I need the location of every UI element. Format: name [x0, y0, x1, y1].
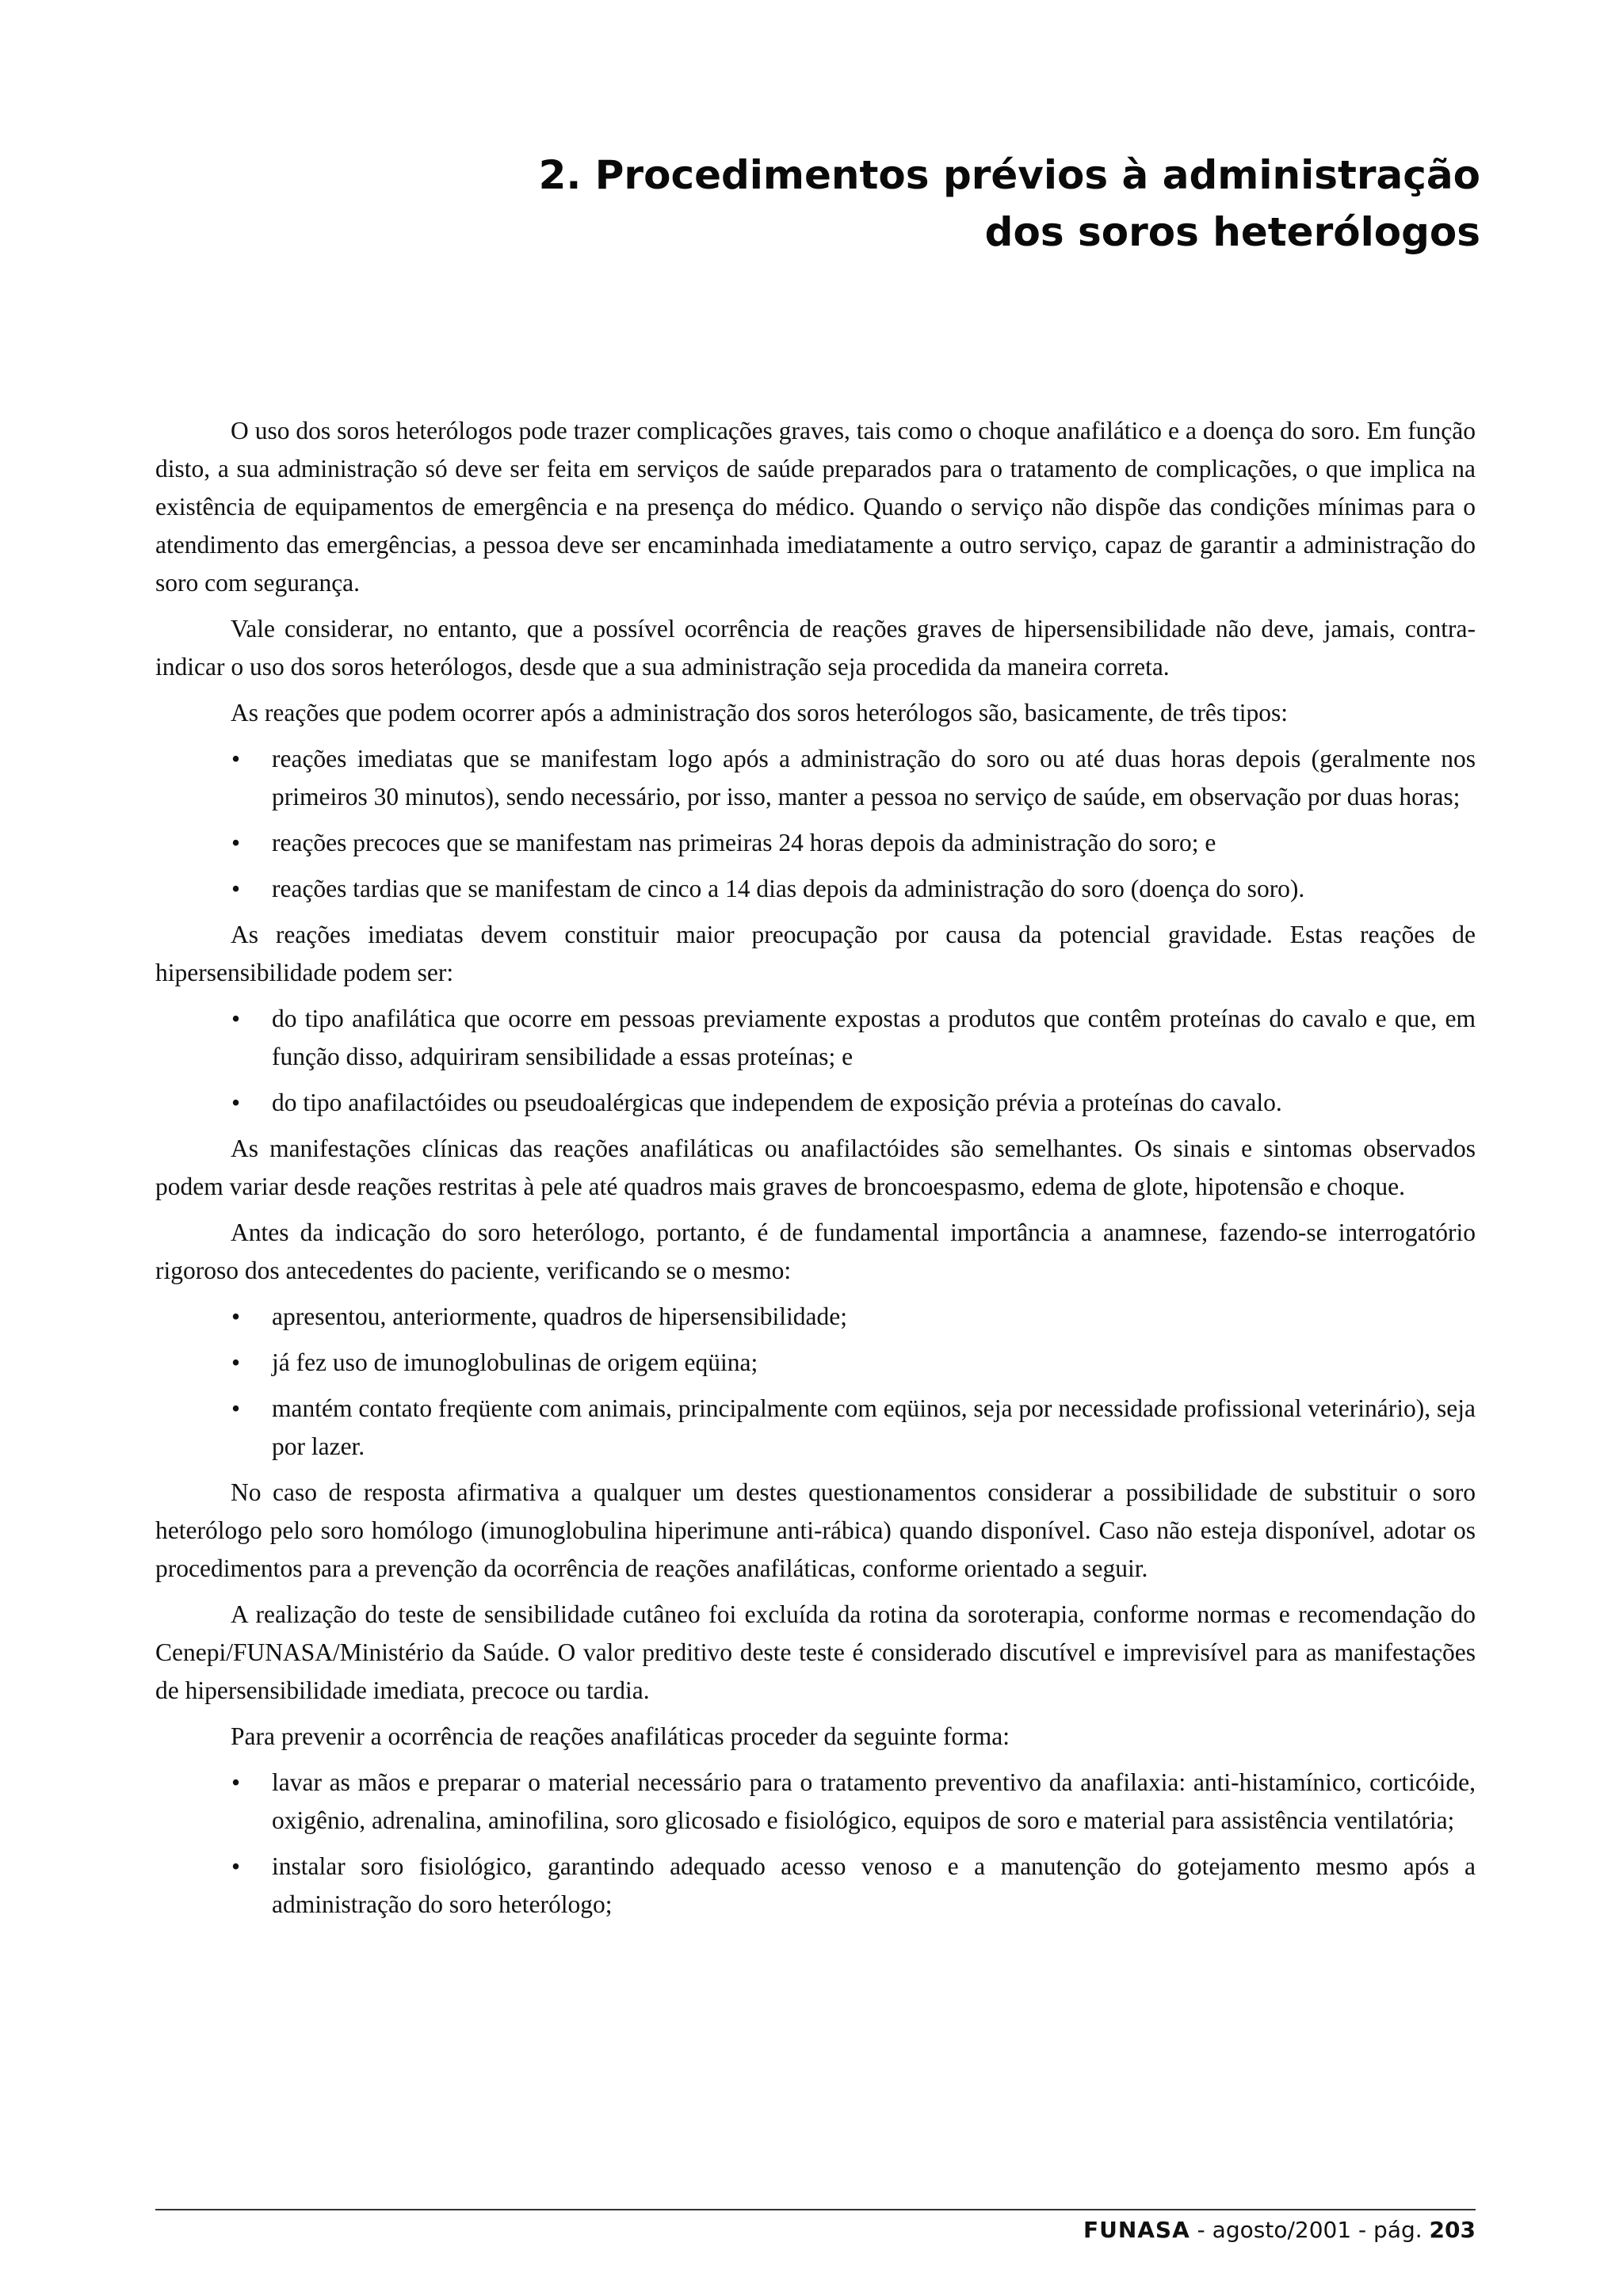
paragraph: Vale considerar, no entanto, que a possível ocorrência de reações graves de hipersensibilidade não deve, jamais, contra-indicar o uso dos soros heterólogos, desde que a sua administração seja procedida da maneira correta. [155, 615, 1476, 681]
list-item-text: reações tardias que se manifestam de cinco a 14 dias depois da administração do soro (doença do soro). [272, 875, 1305, 902]
paragraph: Para prevenir a ocorrência de reações anafiláticas proceder da seguinte forma: [231, 1722, 1010, 1750]
list-item-text: reações precoces que se manifestam nas primeiras 24 horas depois da administração do soro; e [272, 829, 1216, 856]
prevention-list [155, 1764, 1476, 1924]
page-title-line-2: dos soros heterólogos [984, 209, 1480, 255]
page-title [539, 147, 1480, 261]
list-item [155, 1764, 1476, 1840]
list-item-text: lavar as mãos e preparar o material necessário para o tratamento preventivo da anafilaxia: anti-histamínico, corticóide, oxigênio, adrenalina, aminofilina, soro glicosado e fisiológico, equipos de soro e material para assistência ventilatória; [272, 1768, 1476, 1834]
page-title-line-1: 2. Procedimentos prévios à administração [538, 152, 1480, 198]
bullet-icon: • [231, 1302, 241, 1330]
paragraph: Antes da indicação do soro heterólogo, portanto, é de fundamental importância a anamnese, fazendo-se interrogatório rigoroso dos antecedentes do paciente, verificando se o mesmo: [155, 1219, 1476, 1284]
page-footer [1083, 2216, 1476, 2245]
bullet-icon: • [231, 1768, 241, 1796]
bullet-icon: • [231, 745, 241, 772]
footer-brand: FUNASA [1083, 2217, 1190, 2243]
list-item [155, 870, 1476, 908]
list-item-text: reações imediatas que se manifestam logo após a administração do soro ou até duas horas depois (geralmente nos primeiros 30 minutos), sendo necessário, por isso, manter a pessoa no serviço de saúde, em observação por duas horas; [272, 745, 1476, 810]
bullet-icon: • [231, 1852, 241, 1880]
paragraph: A realização do teste de sensibilidade cutâneo foi excluída da rotina da soroterapia, conforme normas e recomendação do Cenepi/FUNASA/Ministério da Saúde. O valor preditivo deste teste é considerado discutível e imprevisível para as manifestações de hipersensibilidade imediata, precoce ou tardia. [155, 1600, 1476, 1704]
list-item-text: do tipo anafilática que ocorre em pessoas previamente expostas a produtos que contêm proteínas do cavalo e que, em função disso, adquiriram sensibilidade a essas proteínas; e [272, 1005, 1476, 1070]
reaction-types-list [155, 740, 1476, 908]
paragraph: As reações que podem ocorrer após a administração dos soros heterólogos são, basicamente, de três tipos: [231, 699, 1288, 727]
bullet-icon: • [231, 1348, 241, 1376]
paragraph: As manifestações clínicas das reações anafiláticas ou anafilactóides são semelhantes. Os sinais e sintomas observados podem variar desde reações restritas à pele até quadros mais graves de broncoespasmo, edema de glote, hipotensão e choque. [155, 1135, 1476, 1200]
list-item-text: apresentou, anteriormente, quadros de hipersensibilidade; [272, 1302, 848, 1330]
paragraph: No caso de resposta afirmativa a qualquer um destes questionamentos considerar a possibilidade de substituir o soro heterólogo pelo soro homólogo (imunoglobulina hiperimune anti-rábica) quando disponível. Caso não esteja disponível, adotar os procedimentos para a prevenção da ocorrência de reações anafiláticas, conforme orientado a seguir. [155, 1478, 1476, 1582]
footer-divider [155, 2209, 1476, 2210]
list-item [155, 1298, 1476, 1336]
bullet-icon: • [231, 1089, 241, 1116]
list-item-text: instalar soro fisiológico, garantindo adequado acesso venoso e a manutenção do gotejamento mesmo após a administração do soro heterólogo; [272, 1852, 1476, 1918]
list-item-text: do tipo anafilactóides ou pseudoalérgicas que independem de exposição prévia a proteínas do cavalo. [272, 1089, 1282, 1116]
footer-date: - agosto/2001 - pág. [1190, 2217, 1430, 2243]
page-number: 203 [1429, 2217, 1476, 2243]
bullet-icon: • [231, 829, 241, 856]
body-text [155, 412, 1476, 1932]
list-item [155, 1390, 1476, 1466]
bullet-icon: • [231, 1005, 241, 1032]
list-item-text: mantém contato freqüente com animais, principalmente com eqüinos, seja por necessidade profissional veterinário), seja por lazer. [272, 1394, 1476, 1460]
paragraph: O uso dos soros heterólogos pode trazer complicações graves, tais como o choque anafilático e a doença do soro. Em função disto, a sua administração só deve ser feita em serviços de saúde preparados para o tratamento de complicações, o que implica na existência de equipamentos de emergência e na presença do médico. Quando o serviço não dispõe das condições mínimas para o atendimento das emergências, a pessoa deve ser encaminhada imediatamente a outro serviço, capaz de garantir a administração do soro com segurança. [155, 417, 1476, 597]
list-item [155, 1000, 1476, 1076]
list-item [155, 740, 1476, 816]
list-item-text: já fez uso de imunoglobulinas de origem eqüina; [272, 1348, 758, 1376]
list-item [155, 1344, 1476, 1382]
list-item [155, 1084, 1476, 1122]
bullet-icon: • [231, 875, 241, 902]
hypersensitivity-types-list [155, 1000, 1476, 1122]
bullet-icon: • [231, 1394, 241, 1422]
list-item [155, 824, 1476, 862]
list-item [155, 1848, 1476, 1924]
anamnesis-list [155, 1298, 1476, 1466]
paragraph: As reações imediatas devem constituir maior preocupação por causa da potencial gravidade. Estas reações de hipersensibilidade podem ser: [155, 921, 1476, 986]
